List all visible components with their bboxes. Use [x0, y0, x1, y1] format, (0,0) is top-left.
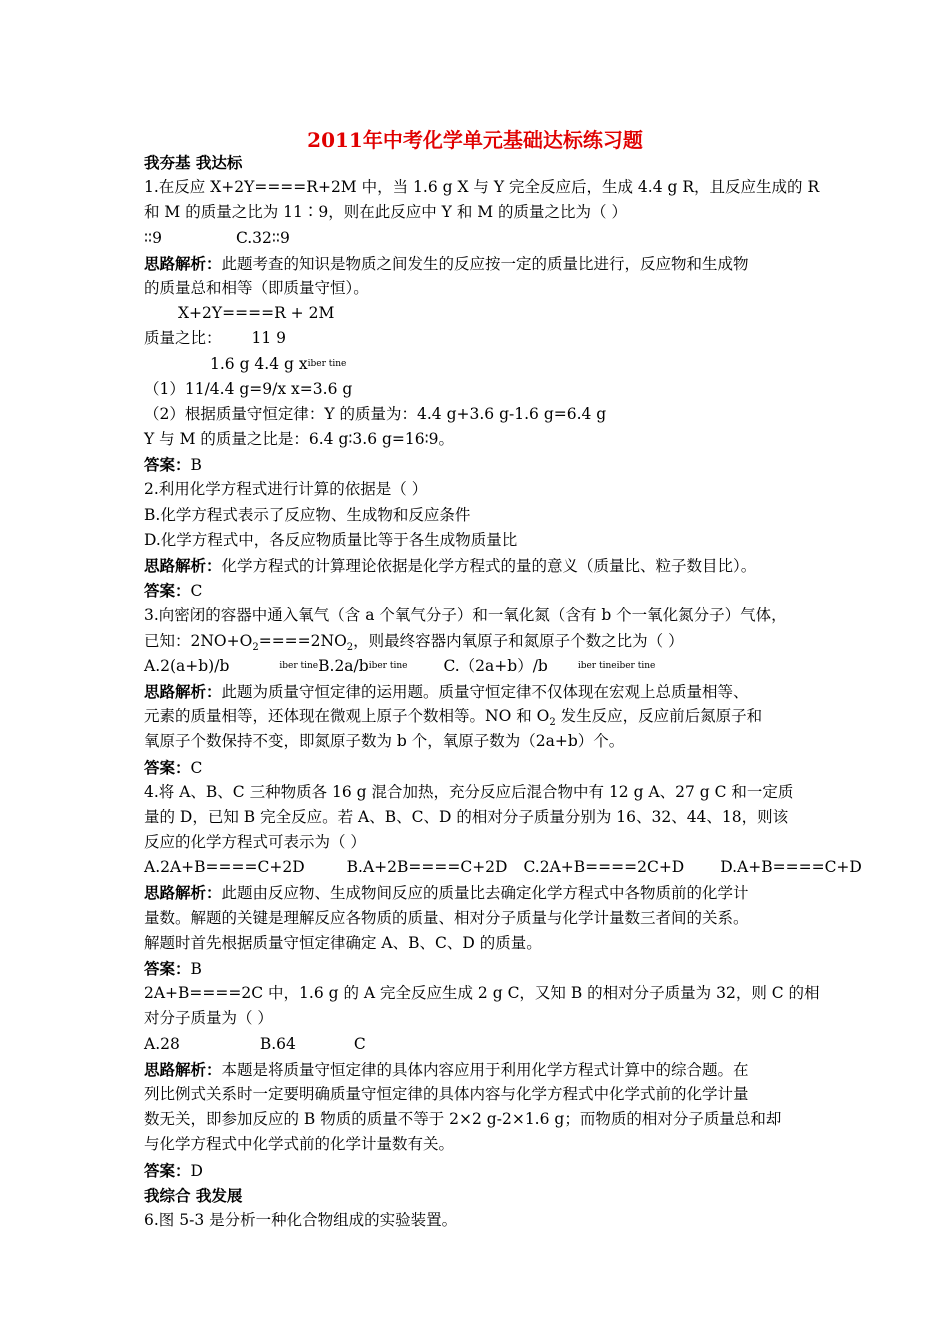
question-1-stem-line2: 和 M 的质量之比为 11∶9，则在此反应中 Y 和 M 的质量之比为（ ）: [144, 203, 627, 222]
question-5-stem-line1: 2A+B====2C 中，1.6 g 的 A 完全反应生成 2 g C，又知 B 的相对分子质量为 32，则 C 的相: [144, 984, 820, 1003]
question-3-stem-line1: 3.向密闭的容器中通入氧气（含 a 个氧气分子）和一氧化氮（含有 b 个一氧化氮分子）气体，: [144, 606, 787, 625]
question-1-stem-line1: 1.在反应 X+2Y====R+2M 中，当 1.6 g X 与 Y 完全反应后，生成 4.4 g R，且反应生成的 R: [144, 178, 820, 197]
question-1-answer: 答案：B: [144, 455, 202, 475]
question-2-answer: 答案：C: [144, 581, 203, 601]
section-heading-2: 我综合 我发展: [144, 1185, 243, 1205]
question-4-analysis-line1: 思路解析：此题由反应物、生成物间反应的质量比去确定化学方程式中各物质前的化学计: [144, 883, 749, 903]
option-c: C.（2a+b）/b: [443, 656, 548, 675]
question-4-answer: 答案：B: [144, 959, 202, 978]
question-5-answer: 答案：D: [144, 1160, 203, 1180]
question-2-analysis: 思路解析：化学方程式的计算理论依据是化学方程式的量的意义（质量比、粒子数目比）。: [144, 556, 757, 575]
question-3-answer: 答案：C: [144, 757, 203, 777]
question-1-ratio: 质量之比： 11 9: [144, 329, 287, 348]
question-1-step2: （2）根据质量守恒定律：Y 的质量为：4.4 g+3.6 g-1.6 g=6.4 g: [144, 404, 607, 423]
option-b: B.A+2B====C+2D: [346, 858, 508, 877]
option-c: C.2A+B====2C+D: [523, 858, 685, 877]
question-5-analysis-line4: 与化学方程式中化学式前的化学计量数有关。: [144, 1135, 455, 1154]
section-heading: 我夯基 我达标: [144, 153, 243, 172]
question-3-analysis-line3: 氧原子个数保持不变，即氮原子数为 b 个，氧原子数为（2a+b）个。: [144, 732, 625, 751]
option-c: C: [353, 1034, 366, 1053]
question-3-analysis-line1: 思路解析：此题为质量守恒定律的运用题。质量守恒定律不仅体现在宏观上总质量相等、: [144, 681, 749, 701]
question-2-option-b: B.化学方程式表示了反应物、生成物和反应条件: [144, 505, 471, 524]
question-1-step1: （1）11/4.4 g=9/x x=3.6 g: [144, 379, 353, 398]
question-4-stem-line3: 反应的化学方程式可表示为（ ）: [144, 833, 366, 852]
question-4-stem-line1: 4.将 A、B、C 三种物质各 16 g 混合加热，充分反应后混合物中有 12 g A、27 g C 和一定质: [144, 782, 794, 801]
question-1-analysis-line1: 思路解析：此题考查的知识是物质之间发生的反应按一定的质量比进行，反应物和生成物: [144, 253, 749, 273]
question-5-analysis-line2: 列比例式关系时一定要明确质量守恒定律的具体内容与化学方程式中化学式前的化学计量: [144, 1084, 749, 1103]
question-3-options: A.2(a+b)/b iber tineB.2a/biber tine C.（2a+b）/b iber tineiber tine: [144, 656, 656, 675]
question-1-step3: Y 与 M 的质量之比是：6.4 g∶3.6 g=16∶9。: [144, 430, 455, 449]
option-d: D.A+B====C+D: [720, 858, 862, 877]
question-1-equation: X+2Y====R + 2M: [178, 304, 335, 323]
answer-label: 答案：: [144, 455, 191, 475]
question-3-analysis-line2: 元素的质量相等，还体现在微观上原子个数相等。NO 和 $O_2$ 发生反应，反应前后氮原子和: [144, 707, 763, 729]
question-3-stem-line2: 已知：$2NO+O_2====2NO_2$，则最终容器内氧原子和氮原子个数之比为（ ）: [144, 631, 684, 653]
question-2-stem: 2.利用化学方程式进行计算的依据是（ ）: [144, 480, 428, 499]
question-5-stem-line2: 对分子质量为（ ）: [144, 1009, 273, 1028]
question-1-analysis-line2: 的质量总和相等（即质量守恒）。: [144, 278, 369, 297]
question-4-options: [144, 855, 862, 880]
question-4-stem-line2: 量的 D，已知 B 完全反应。若 A、B、C、D 的相对分子质量分别为 16、32、44、18，则该: [144, 807, 789, 826]
question-4-analysis-line3: 解题时首先根据质量守恒定律确定 A、B、C、D 的质量。: [144, 933, 542, 952]
question-4-analysis-line2: 量数。解题的关键是理解反应各物质的质量、相对分子质量与化学计量数三者间的关系。: [144, 908, 749, 927]
option-a: A.2(a+b)/b: [144, 656, 230, 675]
document-body: [144, 150, 862, 1233]
analysis-label: 思路解析：: [144, 253, 222, 273]
question-1-mass-row: 1.6 g 4.4 g xiber tine: [210, 354, 347, 373]
question-5-options: [144, 1032, 824, 1057]
option-a: A.28: [144, 1034, 180, 1053]
question-5-analysis-line1: 思路解析：本题是将质量守恒定律的具体内容应用于利用化学方程式计算中的综合题。在: [144, 1059, 749, 1079]
option-a: ∶∶9: [144, 228, 162, 247]
question-1-options: [144, 226, 824, 251]
option-b: B.64: [259, 1034, 296, 1053]
question-5-analysis-line3: 数无关，即参加反应的 B 物质的质量不等于 2×2 g-2×1.6 g；而物质的相对分子质量总和却: [144, 1110, 782, 1129]
question-2-option-d: D.化学方程式中，各反应物质量比等于各生成物质量比: [144, 530, 518, 549]
artifact-mark: iber tine: [307, 359, 347, 369]
question-6-stem: 6.图 5-3 是分析一种化合物组成的实验装置。: [144, 1210, 458, 1229]
option-a: A.2A+B====C+2D: [144, 858, 305, 877]
page-title: 2011年中考化学单元基础达标练习题: [307, 128, 643, 152]
option-b: B.2a/b: [318, 656, 369, 675]
option-c: C.32∶∶9: [235, 228, 290, 247]
